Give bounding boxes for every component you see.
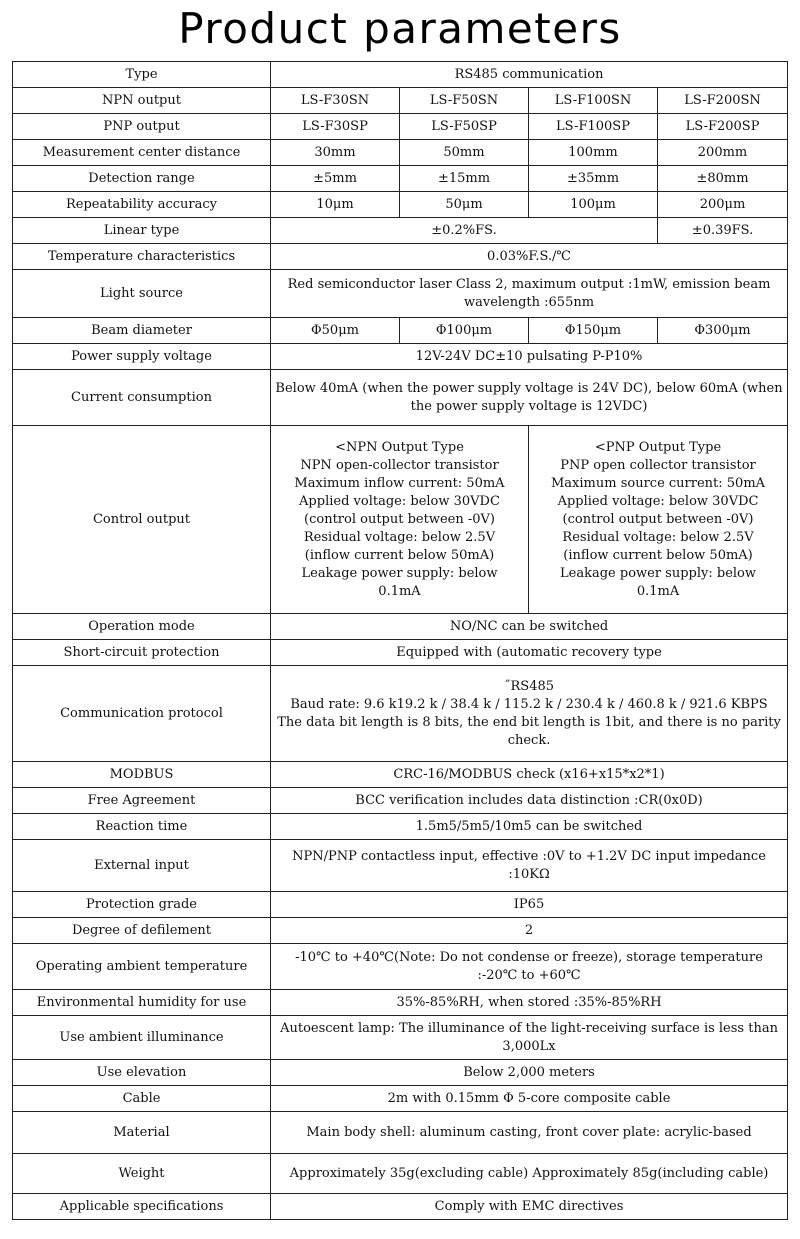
row-label: External input	[13, 840, 271, 892]
spec-line: NPN open-collector transistor	[300, 457, 499, 473]
row-label: Power supply voltage	[13, 344, 271, 370]
row-label: Type	[13, 62, 271, 88]
cell-value: LS-F100SP	[529, 114, 658, 140]
cell-value: 200mm	[658, 140, 788, 166]
spec-line: Residual voltage: below 2.5V	[562, 529, 754, 545]
row-label: PNP output	[13, 114, 271, 140]
cell-value: 100μm	[529, 192, 658, 218]
row-value: -10℃ to +40℃(Note: Do not condense or freeze), storage temperature :-20℃ to +60℃	[271, 944, 788, 990]
cell-value: LS-F100SN	[529, 88, 658, 114]
row-beam-diameter	[13, 318, 788, 344]
spec-line: Maximum inflow current: 50mA	[294, 475, 505, 491]
cell-value: 200μm	[658, 192, 788, 218]
row-label: Degree of defilement	[13, 918, 271, 944]
row-value: Autoescent lamp: The illuminance of the light-receiving surface is less than 3,000Lx	[271, 1016, 788, 1060]
row-type	[13, 62, 788, 88]
row-protection-grade	[13, 892, 788, 918]
row-value: 2	[271, 918, 788, 944]
spec-line: Applied voltage: below 30VDC	[557, 493, 759, 509]
row-label: Short-circuit protection	[13, 640, 271, 666]
row-value: Below 2,000 meters	[271, 1060, 788, 1086]
row-illuminance	[13, 1016, 788, 1060]
cell-value: ±0.39FS.	[658, 218, 788, 244]
row-value: Red semiconductor laser Class 2, maximum output :1mW, emission beam wavelength :655nm	[271, 270, 788, 318]
row-modbus	[13, 762, 788, 788]
spec-line: (control output between -0V)	[562, 511, 754, 527]
spec-line: 0.1mA	[636, 583, 680, 599]
cell-value: LS-F50SN	[400, 88, 529, 114]
spec-line: <NPN Output Type	[335, 439, 464, 455]
row-cable	[13, 1086, 788, 1112]
parameters-table	[12, 61, 788, 1220]
spec-line: Applied voltage: below 30VDC	[299, 493, 500, 509]
cell-value: Φ300μm	[658, 318, 788, 344]
cell-value: ±80mm	[658, 166, 788, 192]
spec-line: <PNP Output Type	[594, 439, 722, 455]
row-free-agreement	[13, 788, 788, 814]
spec-line: PNP open collector transistor	[560, 457, 756, 473]
cell-value: LS-F50SP	[400, 114, 529, 140]
row-value: 1.5m5/5m5/10m5 can be switched	[271, 814, 788, 840]
cell-value: 10μm	[271, 192, 400, 218]
row-communication-protocol	[13, 666, 788, 762]
row-short-circuit	[13, 640, 788, 666]
row-value: 12V-24V DC±10 pulsating P-P10%	[271, 344, 788, 370]
row-value: NPN/PNP contactless input, effective :0V to +1.2V DC input impedance :10KΩ	[271, 840, 788, 892]
spec-line: Leakage power supply: below	[560, 565, 757, 581]
cell-value: LS-F200SN	[658, 88, 788, 114]
row-value: Comply with EMC directives	[271, 1194, 788, 1220]
row-specifications	[13, 1194, 788, 1220]
protocol-line: The data bit length is 8 bits, the end bit length is 1bit, and there is no parity check.	[277, 714, 781, 748]
row-label: Material	[13, 1112, 271, 1154]
page-title: Product parameters	[178, 4, 622, 53]
row-label: Linear type	[13, 218, 271, 244]
row-power-supply	[13, 344, 788, 370]
row-label: Use ambient illuminance	[13, 1016, 271, 1060]
cell-value: Φ150μm	[529, 318, 658, 344]
spec-line: (inflow current below 50mA)	[563, 547, 753, 563]
spec-line: Maximum source current: 50mA	[551, 475, 766, 491]
row-value: Main body shell: aluminum casting, front cover plate: acrylic-based	[271, 1112, 788, 1154]
row-material	[13, 1112, 788, 1154]
npn-output-spec	[271, 426, 529, 614]
row-center-distance	[13, 140, 788, 166]
row-value: NO/NC can be switched	[271, 614, 788, 640]
row-value: 2m with 0.15mm Φ 5-core composite cable	[271, 1086, 788, 1112]
spec-line: Leakage power supply: below	[301, 565, 498, 581]
row-value: 0.03%F.S./℃	[271, 244, 788, 270]
row-label: Temperature characteristics	[13, 244, 271, 270]
row-label: Free Agreement	[13, 788, 271, 814]
cell-value: ±5mm	[271, 166, 400, 192]
row-label: Protection grade	[13, 892, 271, 918]
row-external-input	[13, 840, 788, 892]
row-light-source	[13, 270, 788, 318]
row-label: Reaction time	[13, 814, 271, 840]
cell-value: 100mm	[529, 140, 658, 166]
row-label: Operation mode	[13, 614, 271, 640]
row-value: Approximately 35g(excluding cable) Approximately 85g(including cable)	[271, 1154, 788, 1194]
row-defilement	[13, 918, 788, 944]
row-temperature	[13, 244, 788, 270]
row-label: MODBUS	[13, 762, 271, 788]
row-value: CRC-16/MODBUS check (x16+x15*x2*1)	[271, 762, 788, 788]
cell-value: Φ100μm	[400, 318, 529, 344]
cell-value: 50mm	[400, 140, 529, 166]
row-label: Communication protocol	[13, 666, 271, 762]
cell-value: 50μm	[400, 192, 529, 218]
spec-line: 0.1mA	[378, 583, 421, 599]
cell-value: ±35mm	[529, 166, 658, 192]
row-label: Repeatability accuracy	[13, 192, 271, 218]
row-elevation	[13, 1060, 788, 1086]
row-value: Below 40mA (when the power supply voltage is 24V DC), below 60mA (when the power supply voltage is 12VDC)	[271, 370, 788, 426]
spec-line: (control output between -0V)	[304, 511, 495, 527]
row-label: Detection range	[13, 166, 271, 192]
row-label: NPN output	[13, 88, 271, 114]
protocol-line: Baud rate: 9.6 k19.2 k / 38.4 k / 115.2 k / 230.4 k / 460.8 k / 921.6 KBPS	[290, 696, 768, 712]
pnp-output-spec	[529, 426, 788, 614]
row-label: Current consumption	[13, 370, 271, 426]
row-value: 35%-85%RH, when stored :35%-85%RH	[271, 990, 788, 1016]
row-label: Cable	[13, 1086, 271, 1112]
row-label: Control output	[13, 426, 271, 614]
row-operation-mode	[13, 614, 788, 640]
row-npn-output	[13, 88, 788, 114]
row-value: Equipped with (automatic recovery type	[271, 640, 788, 666]
row-label: Operating ambient temperature	[13, 944, 271, 990]
spec-line: (inflow current below 50mA)	[304, 547, 495, 563]
row-label: Light source	[13, 270, 271, 318]
row-reaction-time	[13, 814, 788, 840]
row-label: Measurement center distance	[13, 140, 271, 166]
row-label: Weight	[13, 1154, 271, 1194]
row-repeatability	[13, 192, 788, 218]
cell-value: ±0.2%FS.	[271, 218, 658, 244]
cell-value: 30mm	[271, 140, 400, 166]
cell-value: ±15mm	[400, 166, 529, 192]
row-weight	[13, 1154, 788, 1194]
row-label: Use elevation	[13, 1060, 271, 1086]
row-detection-range	[13, 166, 788, 192]
protocol-line: ˝RS485	[504, 678, 555, 694]
spec-line: Residual voltage: below 2.5V	[303, 529, 496, 545]
row-operating-temperature	[13, 944, 788, 990]
row-current-consumption	[13, 370, 788, 426]
row-label: Beam diameter	[13, 318, 271, 344]
cell-value: LS-F30SN	[271, 88, 400, 114]
row-value: RS485 communication	[271, 62, 788, 88]
row-value: BCC verification includes data distinction :CR(0x0D)	[271, 788, 788, 814]
row-value	[271, 666, 788, 762]
row-control-output	[13, 426, 788, 614]
cell-value: Φ50μm	[271, 318, 400, 344]
row-label: Applicable specifications	[13, 1194, 271, 1220]
row-label: Environmental humidity for use	[13, 990, 271, 1016]
cell-value: LS-F200SP	[658, 114, 788, 140]
row-humidity	[13, 990, 788, 1016]
row-value: IP65	[271, 892, 788, 918]
row-linear-type	[13, 218, 788, 244]
row-pnp-output	[13, 114, 788, 140]
cell-value: LS-F30SP	[271, 114, 400, 140]
